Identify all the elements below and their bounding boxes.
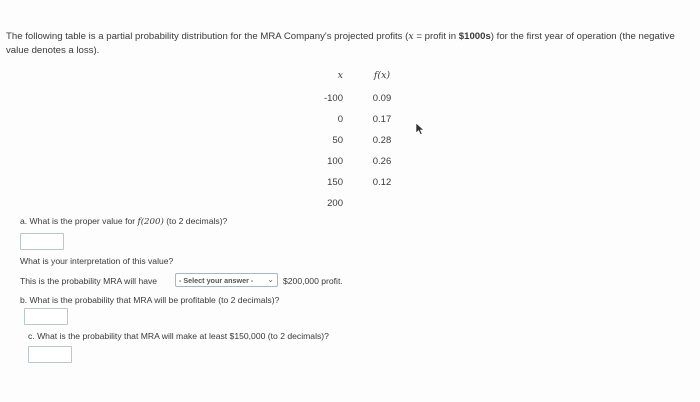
intro-text-3: ) for the first year of operation (the negative value denotes a loss). (6, 31, 675, 56)
answer-c-input[interactable] (28, 346, 72, 363)
interpretation-suffix: $200,000 profit. (283, 276, 343, 286)
table-cell-x: 200 (327, 198, 343, 209)
interpretation-select[interactable] (175, 273, 278, 287)
table-cell-x: 150 (327, 177, 343, 188)
table-cell-fx: 0.09 (372, 93, 392, 104)
table-cell-x: 50 (332, 135, 343, 146)
table-cell-x: 0 (337, 114, 343, 125)
intro-text-1: The following table is a partial probability distribution for the MRA Company's projected profits ( (6, 31, 409, 42)
table-cell-x: -100 (323, 93, 343, 104)
question-a (20, 216, 227, 227)
intro-unit: $1000s (458, 31, 491, 42)
table-cell-x: 100 (327, 156, 343, 167)
table-cell-fx: 0.26 (372, 156, 392, 167)
interpretation-prefix: This is the probability MRA will have (20, 276, 158, 286)
question-a-suffix: (to 2 decimals)? (163, 216, 228, 226)
table-cell-fx: 0.28 (372, 135, 392, 146)
table-header-x: x (337, 70, 343, 81)
table-cell-fx: 0.12 (372, 177, 392, 188)
question-b: b. What is the probability that MRA will be profitable (to 2 decimals)? (20, 295, 280, 305)
answer-b-input[interactable] (24, 308, 68, 325)
select-value: - Select your answer - (179, 275, 254, 285)
mouse-pointer-icon (415, 122, 427, 136)
question-a-function: f(200) (137, 217, 164, 227)
question-a-label: a. What is the proper value for (20, 216, 138, 226)
intro-variable: x (408, 31, 414, 42)
question-c: c. What is the probability that MRA will make at least $150,000 (to 2 decimals)? (28, 331, 329, 341)
interpretation-question: What is your interpretation of this value? (20, 256, 174, 266)
intro-text-2: = profit in (413, 31, 459, 42)
chevron-down-icon: ⌄ (267, 275, 274, 284)
table-header-fx: f(x) (373, 70, 391, 81)
table-cell-fx: 0.17 (372, 114, 392, 125)
answer-a-input[interactable] (20, 233, 64, 250)
